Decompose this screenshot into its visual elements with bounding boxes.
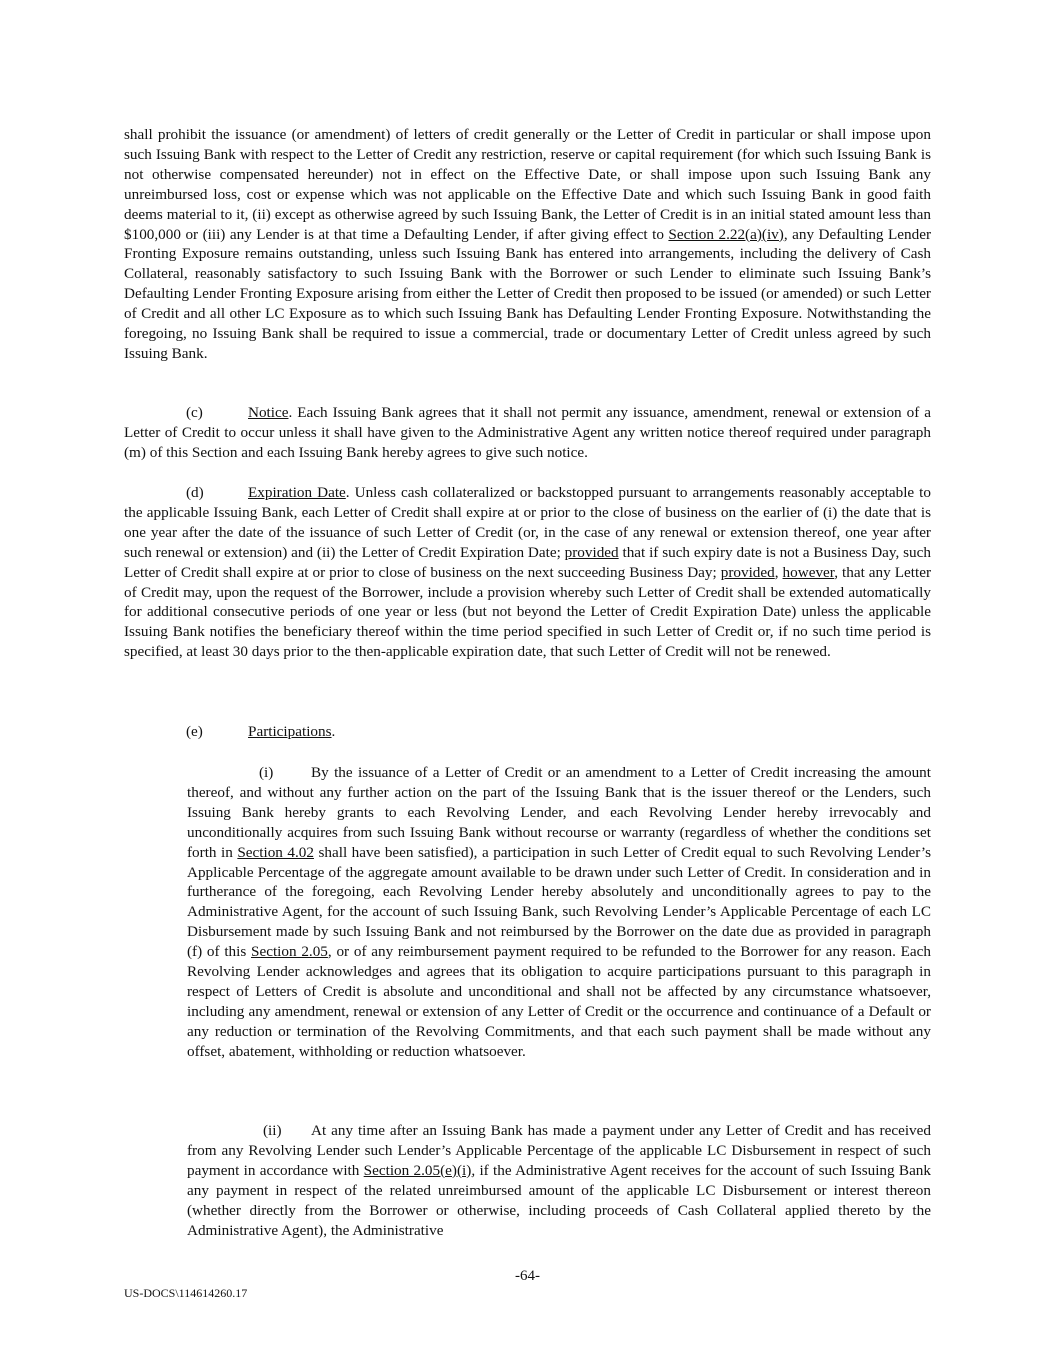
- document-id: US-DOCS\114614260.17: [124, 1286, 248, 1300]
- notice-text: . Each Issuing Bank agrees that it shall not permit any issuance, amendment, renewal or extension of a Letter of Credit to occur unless it shall have given to the Administrative Agent any written notice thereof required under paragraph (m) of this Section and each Issuing Bank hereby agrees to give such notice.: [124, 404, 931, 461]
- intro-text-rest: , any Defaulting Lender Fronting Exposure remains outstanding, unless such Issuing Bank has entered into arrangements, including the delivery of Cash Collateral, reasonably satisfactory to such Issuing Bank with the Borrower or such Lender to eliminate such Issuing Bank’s Defaulting Lender Fronting Exposure arising from either the Letter of Credit then proposed to be issued (or amended) or such Letter of Credit and all other LC Exposure as to which such Issuing Bank has Defaulting Lender Fronting Exposure. Notwithstanding the foregoing, no Issuing Bank shall be required to issue a commercial, trade or documentary Letter of Credit unless agreed by such Issuing Bank.: [124, 225, 931, 362]
- paragraph-e-participations: [124, 722, 931, 742]
- subparagraph-i-text-2: shall have been satisfied), a participation in such Letter of Credit equal to such Revolving Lender’s Applicable Percentage of the aggregate amount available to be drawn under such Letter of Credit. In consideration and in furtherance of the foregoing, each Revolving Lender hereby absolutely and unconditionally agrees to pay to the Administrative Agent, for the account of such Issuing Bank, such Revolving Lender’s Applicable Percentage of each LC Disbursement made by such Issuing Bank and not reimbursed by the Borrower on the date due as provided in paragraph (f) of this: [187, 843, 931, 961]
- paragraph-label-d: (d): [186, 484, 204, 501]
- paragraph-label-e: (e): [186, 723, 203, 740]
- intro-text: shall prohibit the issuance (or amendment) of letters of credit generally or the Letter of Credit in particular or shall impose upon such Issuing Bank with respect to the Letter of Credit any restriction, reserve or capital requirement (for which such Issuing Bank is not otherwise compensated hereunder) not in effect on the Effective Date, or shall impose upon such Issuing Bank any unreimbursed loss, cost or expense which was not applicable on the Effective Date and which such Issuing Bank in good faith deems material to it, (ii) except as otherwise agreed by such Issuing Bank, the Letter of Credit is in an initial stated amount less than $100,000 or (iii) any Lender is at that time a Defaulting Lender, if after giving effect to: [124, 126, 931, 243]
- however-term: however: [782, 563, 835, 581]
- subparagraph-i-text-3: , or of any reimbursement payment required to be refunded to the Borrower for any reason. Each Revolving Lender acknowledges and agrees that its obligation to acquire participations pursuant to this paragraph in respect of Letters of Credit is absolute and unconditional and shall not be affected by any circumstance whatsoever, including any amendment, renewal or extension of any Letter of Credit or the occurrence and continuance of a Default or any reduction or termination of the Revolving Commitments, and that each such payment shall be made without any offset, abatement, withholding or reduction whatsoever.: [187, 943, 931, 1060]
- expiration-text-3: , that any Letter of Credit may, upon the request of the Borrower, include a provision whereby such Letter of Credit shall be extended automatically for additional consecutive periods of one year or less (but not beyond the Letter of Credit Expiration Date) unless the applicable Issuing Bank notifies the beneficiary thereof within the time period specified in such Letter of Credit or, if no such time period is specified, at least 30 days prior to the then-applicable expiration date, that such Letter of Credit will not be renewed.: [124, 563, 932, 661]
- page-number: -64-: [515, 1268, 540, 1284]
- subparagraph-ii-text-1: At any time after an Issuing Bank has made a payment under any Letter of Credit and has received from any Revolving Lender such Lender’s Applicable Percentage of the applicable LC Disbursement in respect of such payment in accordance with: [187, 1122, 931, 1179]
- subparagraph-ii: [187, 1121, 931, 1240]
- section-2-05-e-i-reference: Section 2.05(e)(i): [363, 1161, 472, 1179]
- participations-period: .: [331, 723, 336, 740]
- section-2-05-reference: Section 2.05: [251, 943, 328, 961]
- heading-expiration-date: Expiration Date: [248, 484, 346, 501]
- paragraph-label-c: (c): [186, 404, 203, 421]
- paragraph-intro: [124, 125, 931, 364]
- subparagraph-ii-text-2: , if the Administrative Agent receives for the account of such Issuing Bank any payment in respect of the related unreimbursed amount of the applicable LC Disbursement or interest thereon (whether directly from the Borrower or otherwise, including proceeds of Cash Collateral applied thereto by the Administrative Agent), the Administrative: [187, 1161, 931, 1239]
- section-2-22-reference: Section 2.22(a)(iv): [668, 225, 784, 243]
- paragraph-d-expiration: [124, 483, 931, 662]
- subparagraph-i: [187, 763, 931, 1062]
- heading-participations: Participations: [248, 723, 332, 740]
- expiration-text-2: that if such expiry date is not a Business Day, such Letter of Credit shall expire at or prior to close of business on the next succeeding Business Day;: [124, 543, 931, 581]
- expiration-comma: ,: [774, 563, 783, 581]
- section-4-02-reference: Section 4.02: [237, 843, 314, 861]
- subparagraph-label-i: (i): [259, 764, 274, 781]
- subparagraph-label-ii: (ii): [263, 1122, 282, 1139]
- expiration-text-1: . Unless cash collateralized or backstopped pursuant to arrangements reasonably acceptable to the applicable Issuing Bank, each Letter of Credit shall expire at or prior to the close of business on the earlier of (i) the date that is one year after the date of the issuance of such Letter of Credit (or, in the case of any renewal or extension thereof, one year after such renewal or extension) and (ii) the Letter of Credit Expiration Date;: [124, 484, 931, 561]
- provided-term-2: provided: [720, 563, 775, 581]
- heading-notice: Notice: [248, 404, 289, 421]
- provided-term-1: provided: [564, 543, 619, 561]
- subparagraph-i-text-1: By the issuance of a Letter of Credit or an amendment to a Letter of Credit increasing the amount thereof, and without any further action on the part of the Issuing Bank that is the issuer thereof or the Lenders, such Issuing Bank hereby grants to each Revolving Lender, and each Revolving Lender hereby irrevocably and unconditionally acquires from such Issuing Bank without recourse or warranty (regardless of whether the conditions set forth in: [187, 764, 931, 861]
- paragraph-c-notice: [124, 403, 931, 463]
